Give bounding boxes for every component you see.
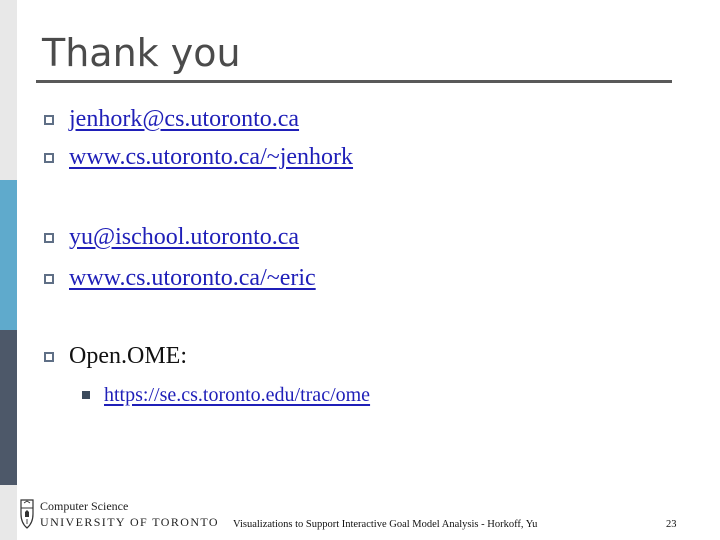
university-logo [20,497,219,533]
square-bullet-icon [44,274,54,284]
bullet-item-email-jenhork [44,104,299,134]
logo-university-text: UNIVERSITY OF TORONTO [40,515,219,529]
sidebar-accent-blue [0,180,17,330]
square-bullet-icon [44,233,54,243]
openome-url-link[interactable]: https://se.cs.toronto.edu/trac/ome [104,383,371,406]
square-bullet-icon [44,153,54,163]
university-crest-icon [20,497,34,531]
sidebar-accent-light-top [0,0,17,180]
openome-label: Open.OME: [69,342,187,369]
web-link-jenhork[interactable]: www.cs.utoronto.ca/~jenhork [69,143,354,170]
page-number: 23 [666,519,677,530]
slide-title: Thank you [42,31,241,75]
web-link-eric[interactable]: www.cs.utoronto.ca/~eric [69,264,316,291]
footer-text: Visualizations to Support Interactive Goal Model Analysis - Horkoff, Yu [233,519,538,530]
bullet-item-web-jenhork [44,142,353,172]
email-link-yu[interactable]: yu@ischool.utoronto.ca [69,223,300,250]
sidebar-accent-light-bottom [0,485,17,540]
sub-bullet-item-openome-url [82,381,370,409]
bullet-item-email-yu [44,222,299,252]
title-divider [36,80,672,83]
square-bullet-icon [44,352,54,362]
sidebar-accent-slate [0,330,17,485]
square-bullet-icon [44,115,54,125]
logo-department-text: Computer Science [40,499,129,513]
bullet-item-openome [44,341,187,371]
email-link-jenhork[interactable]: jenhork@cs.utoronto.ca [69,105,300,132]
filled-square-bullet-icon [82,391,90,399]
bullet-item-web-eric [44,263,316,293]
